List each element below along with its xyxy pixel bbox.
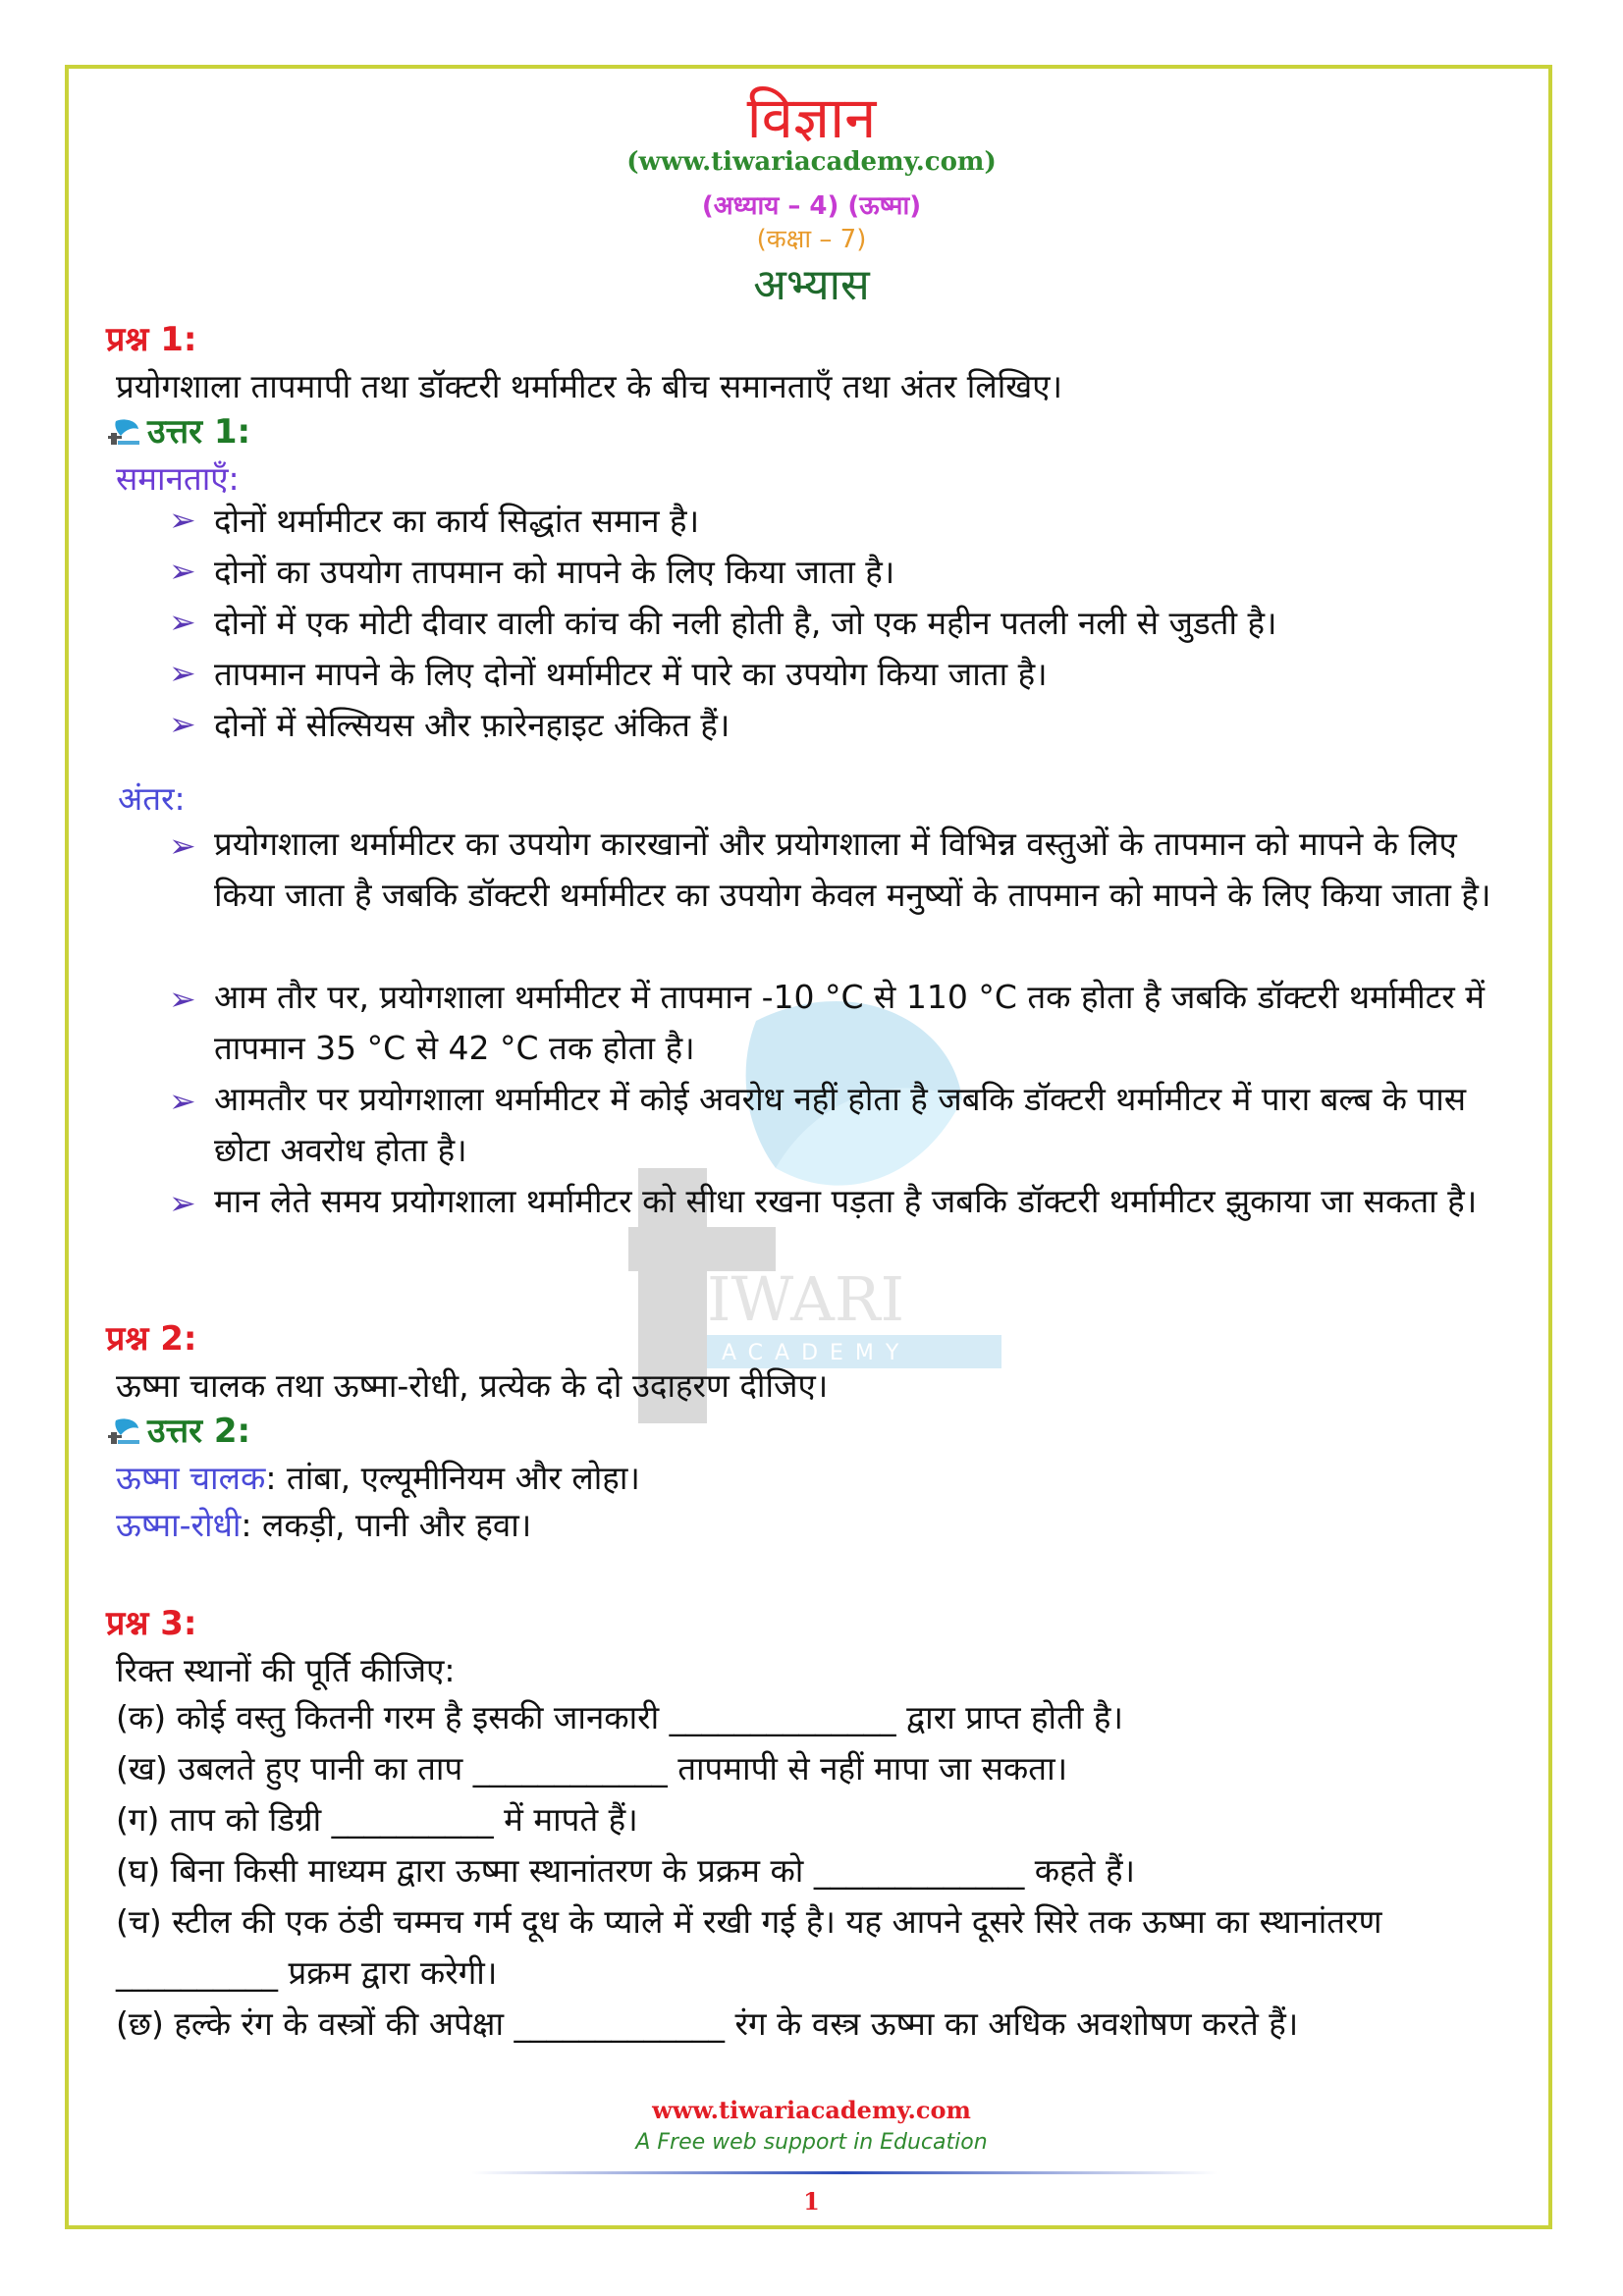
footer-divider xyxy=(471,2171,1217,2174)
question-3-intro: रिक्त स्थानों की पूर्ति कीजिए: xyxy=(116,1651,456,1689)
insulator-line xyxy=(116,1504,531,1547)
fill-blank-item: __________ प्रक्रम द्वारा करेगी। xyxy=(116,1953,498,1992)
difference-item: प्रयोगशाला थर्मामीटर का उपयोग कारखानों और प्रयोगशाला में विभिन्न वस्तुओं के तापमान को मापने के लिए किया जाता है जबकि डॉक्टरी थर्मामीटर का उपयोग केवल मनुष्यों के तापमान को मापने के लिए किया जाता है। xyxy=(214,825,1491,914)
conductor-label: ऊष्मा चालक xyxy=(116,1459,266,1497)
header-site-link[interactable]: (www.tiwariacademy.com) xyxy=(626,147,997,177)
fill-blank-item: (ख) उबलते हुए पानी का ताप ____________ तापमापी से नहीं मापा जा सकता। xyxy=(116,1749,1068,1788)
bullet-arrow-icon: ➢ xyxy=(169,980,196,1018)
question-2-text: ऊष्मा चालक तथा ऊष्मा-रोधी, प्रत्येक के दो उदाहरण दीजिए। xyxy=(116,1366,829,1405)
similarity-item: दोनों में एक मोटी दीवार वाली कांच की नली होती है, जो एक महीन पतली नली से जुडती है। xyxy=(214,604,1277,642)
question-1-label: प्रश्न 1: xyxy=(106,320,197,359)
bullet-arrow-icon: ➢ xyxy=(169,501,196,539)
insulator-label: ऊष्मा-रोधी xyxy=(116,1506,242,1544)
watermark-brand: IWARI xyxy=(707,1263,905,1335)
insulator-examples: : लकड़ी, पानी और हवा। xyxy=(241,1506,532,1544)
similarity-item: दोनों में सेल्सियस और फ़ारेनहाइट अंकित हैं। xyxy=(214,706,730,744)
bullet-arrow-icon: ➢ xyxy=(169,1184,196,1222)
answer-2-label: उत्तर 2: xyxy=(147,1412,251,1451)
bullet-arrow-icon: ➢ xyxy=(169,1082,196,1120)
fill-blank-item: (घ) बिना किसी माध्यम द्वारा ऊष्मा स्थानांतरण के प्रक्रम को _____________ कहते हैं। xyxy=(116,1851,1136,1890)
bullet-arrow-icon: ➢ xyxy=(169,654,196,692)
chapter-label: (अध्याय – 4) (ऊष्मा) xyxy=(701,191,922,221)
answer-1-heading xyxy=(108,410,250,454)
answer-2-heading xyxy=(108,1410,250,1453)
similarity-item: तापमान मापने के लिए दोनों थर्मामीटर में पारे का उपयोग किया जाता है। xyxy=(214,655,1048,693)
fill-blank-item: (क) कोई वस्तु कितनी गरम है इसकी जानकारी ______________ द्वारा प्राप्त होती है। xyxy=(116,1698,1123,1736)
watermark-sub: ACADEMY xyxy=(722,1341,911,1365)
question-3-label: प्रश्न 3: xyxy=(106,1604,197,1643)
bullet-arrow-icon: ➢ xyxy=(169,705,196,743)
question-1-text: प्रयोगशाला तापमापी तथा डॉक्टरी थर्मामीटर के बीच समानताएँ तथा अंतर लिखिए। xyxy=(116,367,1062,405)
similarities-label: समानताएँ: xyxy=(116,459,240,498)
conductor-examples: : तांबा, एल्यूमीनियम और लोहा। xyxy=(265,1459,640,1497)
footer-site-link[interactable]: www.tiwariacademy.com xyxy=(652,2096,971,2124)
bullet-arrow-icon: ➢ xyxy=(169,603,196,641)
page-title: विज्ञान xyxy=(746,84,877,151)
footer-tagline: A Free web support in Education xyxy=(635,2130,988,2155)
difference-item: आम तौर पर, प्रयोगशाला थर्मामीटर में तापमान -10 °C से 110 °C तक होता है जबकि डॉक्टरी थर्मामीटर में तापमान 35 °C से 42 °C तक होता है। xyxy=(214,978,1485,1067)
similarity-item: दोनों थर्मामीटर का कार्य सिद्धांत समान है। xyxy=(214,502,700,540)
differences-label: अंतर: xyxy=(118,779,186,818)
exercise-heading: अभ्यास xyxy=(753,260,870,310)
fill-blank-item: (ग) ताप को डिग्री __________ में मापते हैं। xyxy=(116,1800,638,1839)
similarity-item: दोनों का उपयोग तापमान को मापने के लिए किया जाता है। xyxy=(214,553,895,591)
leaf-logo-icon xyxy=(108,417,141,447)
conductor-line xyxy=(116,1457,640,1500)
fill-blank-item: (च) स्टील की एक ठंडी चम्मच गर्म दूध के प्याले में रखी गई है। यह आपने दूसरे सिरे तक ऊष्मा का स्थानांतरण xyxy=(116,1902,1382,1941)
difference-item: मान लेते समय प्रयोगशाला थर्मामीटर को सीधा रखना पड़ता है जबकि डॉक्टरी थर्मामीटर झुकाया जा सकता है। xyxy=(214,1182,1478,1220)
bullet-arrow-icon: ➢ xyxy=(169,552,196,590)
fill-blank-item: (छ) हल्के रंग के वस्त्रों की अपेक्षा _____________ रंग के वस्त्र ऊष्मा का अधिक अवशोषण करते हैं। xyxy=(116,2004,1299,2043)
difference-item: आमतौर पर प्रयोगशाला थर्मामीटर में कोई अवरोध नहीं होता है जबकि डॉक्टरी थर्मामीटर में पारा बल्ब के पास छोटा अवरोध होता है। xyxy=(214,1080,1467,1169)
answer-1-label: उत्तर 1: xyxy=(147,412,251,452)
question-2-label: प्रश्न 2: xyxy=(106,1319,197,1359)
page-number: 1 xyxy=(803,2187,820,2216)
bullet-arrow-icon: ➢ xyxy=(169,827,196,865)
leaf-logo-icon xyxy=(108,1416,141,1446)
class-label: (कक्षा – 7) xyxy=(756,225,867,254)
